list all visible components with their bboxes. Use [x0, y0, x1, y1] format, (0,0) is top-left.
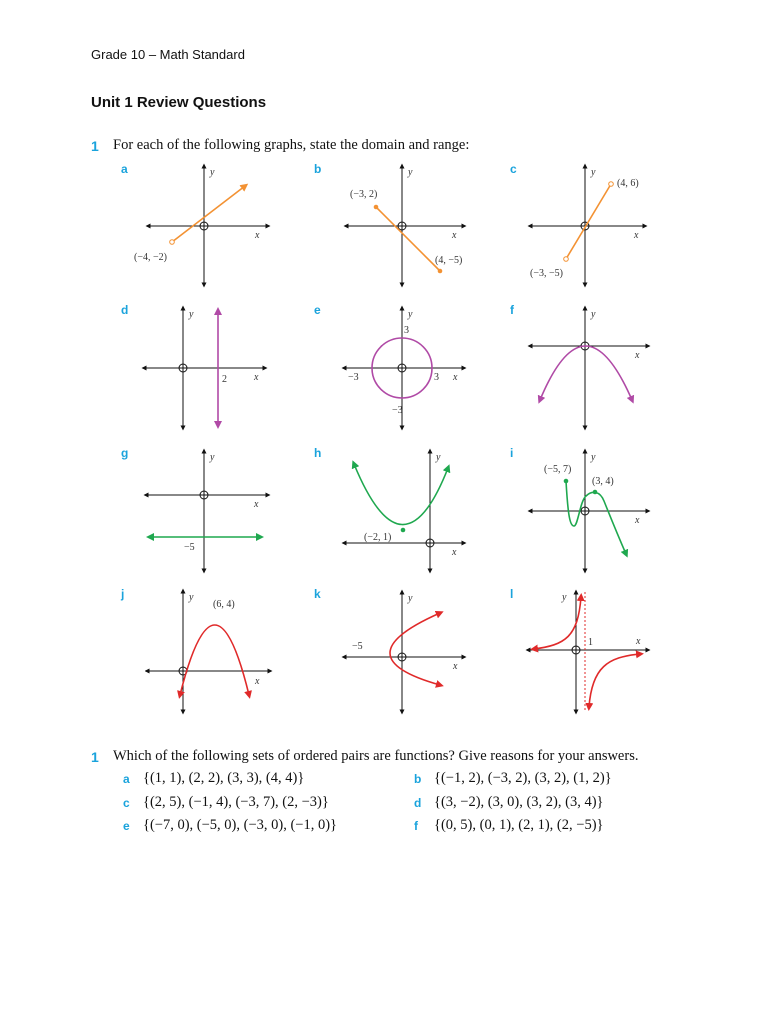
x-axis-label: x [634, 230, 639, 241]
ordered-pair-set-f: {(0, 5), (0, 1), (2, 1), (2, −5)} [434, 817, 604, 833]
tick-label: 3 [434, 372, 439, 383]
graph-b [330, 160, 480, 290]
point-label: (−4, −2) [134, 252, 167, 263]
set-label-c: c [123, 796, 130, 810]
graph-h [330, 446, 480, 576]
question-2-text: Which of the following sets of ordered pairs are functions? Give reasons for your answers. [113, 748, 639, 764]
question-1-number: 1 [91, 138, 99, 154]
x-axis-label: x [452, 547, 457, 558]
ordered-pair-set-d: {(3, −2), (3, 0), (3, 2), (3, 4)} [434, 794, 604, 810]
graph-a [128, 160, 278, 290]
x-axis-label: x [452, 230, 457, 241]
x-axis-label: x [254, 499, 259, 510]
graph-label-i: i [510, 446, 514, 460]
x-axis-label: x [255, 676, 260, 687]
ordered-pair-set-b: {(−1, 2), (−3, 2), (3, 2), (1, 2)} [434, 770, 612, 786]
x-axis-label: x [453, 661, 458, 672]
y-axis-label: y [591, 452, 596, 463]
graph-l [520, 587, 670, 717]
graph-k [330, 587, 480, 717]
graph-label-a: a [121, 162, 128, 176]
y-axis-label: y [591, 167, 596, 178]
y-axis-label: y [210, 167, 215, 178]
graph-label-c: c [510, 162, 517, 176]
y-axis-label: y [408, 593, 413, 604]
graph-label-g: g [121, 446, 129, 460]
x-axis-label: x [255, 230, 260, 241]
set-label-a: a [123, 772, 130, 786]
point-label: (−3, 2) [350, 189, 378, 200]
y-axis-label: y [189, 592, 194, 603]
set-label-f: f [414, 819, 418, 833]
tick-label: 3 [404, 325, 409, 336]
question-1-text: For each of the following graphs, state the domain and range: [113, 137, 470, 153]
tick-label: 1 [588, 637, 593, 648]
tick-label: −5 [352, 641, 363, 652]
graph-label-h: h [314, 446, 322, 460]
graph-f [520, 303, 670, 433]
x-axis-label: x [453, 372, 458, 383]
graph-label-d: d [121, 303, 129, 317]
ordered-pair-set-a: {(1, 1), (2, 2), (3, 3), (4, 4)} [143, 770, 305, 786]
graph-label-k: k [314, 587, 321, 601]
ordered-pair-set-c: {(2, 5), (−1, 4), (−3, 7), (2, −3)} [143, 794, 329, 810]
x-axis-label: x [635, 515, 640, 526]
document-header: Grade 10 – Math Standard [91, 47, 245, 62]
tick-label: 2 [222, 374, 227, 385]
graph-label-e: e [314, 303, 321, 317]
point-label: (6, 4) [213, 599, 235, 610]
y-axis-label: y [562, 592, 567, 603]
point-label: (−2, 1) [364, 532, 392, 543]
graph-label-b: b [314, 162, 322, 176]
set-label-e: e [123, 819, 130, 833]
graph-j [145, 587, 295, 717]
graph-label-l: l [510, 587, 514, 601]
graph-d [140, 303, 290, 433]
point-label: (−5, 7) [544, 464, 572, 475]
x-axis-label: x [635, 350, 640, 361]
tick-label: −5 [184, 542, 195, 553]
y-axis-label: y [591, 309, 596, 320]
page-title: Unit 1 Review Questions [91, 94, 267, 111]
graph-label-f: f [510, 303, 514, 317]
graph-g [128, 446, 278, 576]
point-label: (4, −5) [435, 255, 463, 266]
y-axis-label: y [189, 309, 194, 320]
tick-label: −3 [392, 405, 403, 416]
graph-c [520, 160, 670, 290]
question-2-number: 1 [91, 749, 99, 765]
point-label: (3, 4) [592, 476, 614, 487]
y-axis-label: y [210, 452, 215, 463]
point-label: (4, 6) [617, 178, 639, 189]
x-axis-label: x [254, 372, 259, 383]
y-axis-label: y [408, 167, 413, 178]
y-axis-label: y [436, 452, 441, 463]
graph-label-j: j [121, 587, 125, 601]
set-label-d: d [414, 796, 422, 810]
set-label-b: b [414, 772, 422, 786]
y-axis-label: y [408, 309, 413, 320]
graph-i [520, 446, 670, 576]
tick-label: −3 [348, 372, 359, 383]
graph-e [330, 303, 480, 433]
point-label: (−3, −5) [530, 268, 563, 279]
ordered-pair-set-e: {(−7, 0), (−5, 0), (−3, 0), (−1, 0)} [143, 817, 338, 833]
x-axis-label: x [636, 636, 641, 647]
